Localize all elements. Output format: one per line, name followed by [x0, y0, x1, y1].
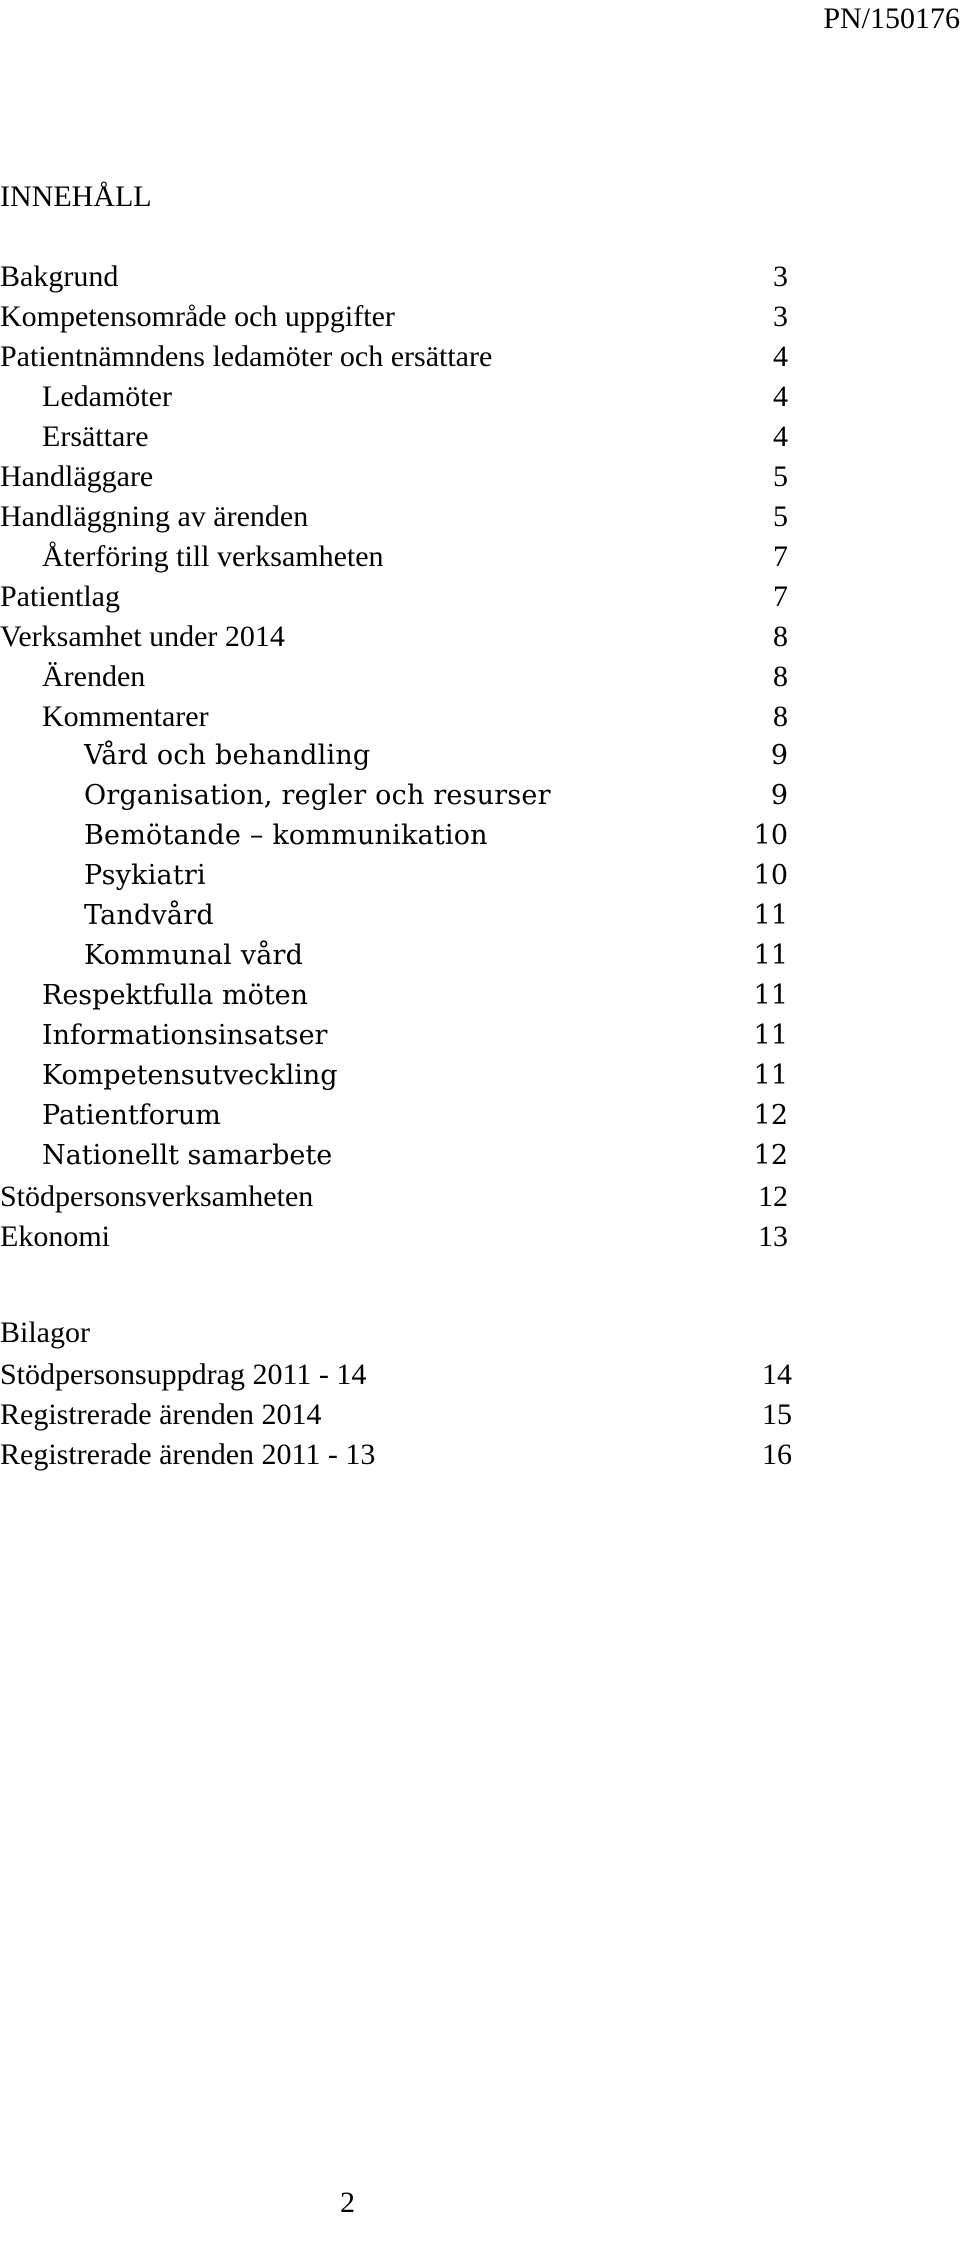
toc-entry [0, 1222, 800, 1262]
appendix-entry [0, 1440, 800, 1480]
toc-entry [0, 462, 800, 502]
toc-entry-label: Bemötande – kommunikation [84, 820, 488, 851]
appendix-entry-label: Registrerade ärenden 2011 - 13 [0, 1438, 376, 1471]
toc-entry-label: Återföring till verksamheten [42, 540, 384, 573]
page-number: 2 [340, 2186, 355, 2219]
toc-entry-page: 10 [753, 860, 788, 891]
toc-entry [0, 262, 800, 302]
appendix-entry-label: Stödpersonsuppdrag 2011 - 14 [0, 1358, 367, 1391]
toc-entry [0, 862, 800, 902]
toc-entry-page: 3 [773, 260, 788, 293]
toc-entry-page: 11 [753, 980, 788, 1011]
appendix-entry [0, 1400, 800, 1440]
toc-entry-label: Kommentarer [42, 700, 209, 733]
toc-list [0, 262, 800, 1262]
toc-entry-page: 12 [758, 1180, 788, 1213]
appendix-entry-page: 16 [762, 1438, 792, 1471]
toc-entry-page: 4 [773, 420, 788, 453]
toc-entry-page: 10 [753, 820, 788, 851]
toc-entry [0, 1022, 800, 1062]
toc-entry [0, 942, 800, 982]
toc-entry-page: 8 [773, 700, 788, 733]
toc-entry-page: 7 [773, 580, 788, 613]
toc-entry-page: 11 [753, 1020, 788, 1051]
toc-entry [0, 342, 800, 382]
toc-entry-label: Informationsinsatser [42, 1020, 328, 1051]
toc-entry [0, 902, 800, 942]
toc-entry-page: 8 [773, 620, 788, 653]
toc-entry-label: Ersättare [42, 420, 149, 453]
toc-entry-page: 4 [773, 380, 788, 413]
toc-entry-page: 11 [753, 940, 788, 971]
toc-entry [0, 1182, 800, 1222]
toc-entry [0, 502, 800, 542]
toc-entry [0, 822, 800, 862]
toc-entry-label: Patientforum [42, 1100, 221, 1131]
appendix-entry-page: 14 [762, 1358, 792, 1391]
toc-entry-label: Kompetensområde och uppgifter [0, 300, 395, 333]
toc-entry [0, 1142, 800, 1182]
toc-entry [0, 1062, 800, 1102]
appendix-entry [0, 1360, 800, 1400]
document-id: PN/150176 [823, 2, 960, 35]
toc-entry-page: 8 [773, 660, 788, 693]
toc-entry-label: Respektfulla möten [42, 980, 309, 1011]
toc-entry-label: Kommunal vård [84, 940, 304, 971]
toc-entry [0, 582, 800, 622]
toc-entry-page: 5 [773, 500, 788, 533]
toc-entry-page: 11 [753, 1060, 788, 1091]
toc-entry-page: 12 [753, 1140, 788, 1171]
toc-entry-label: Nationellt samarbete [42, 1140, 333, 1171]
toc-entry-page: 3 [773, 300, 788, 333]
toc-entry-label: Handläggning av ärenden [0, 500, 309, 533]
toc-entry [0, 302, 800, 342]
toc-entry [0, 702, 800, 742]
appendix-heading: Bilagor [0, 1316, 90, 1349]
toc-entry-label: Bakgrund [0, 260, 119, 293]
toc-entry-page: 5 [773, 460, 788, 493]
toc-entry-label: Ekonomi [0, 1220, 110, 1253]
toc-entry-label: Patientlag [0, 580, 120, 613]
toc-entry [0, 542, 800, 582]
toc-entry-page: 11 [753, 900, 788, 931]
toc-entry-page: 9 [770, 740, 788, 771]
toc-entry-label: Kompetensutveckling [42, 1060, 338, 1091]
toc-entry-page: 7 [773, 540, 788, 573]
toc-entry-label: Patientnämndens ledamöter och ersättare [0, 340, 493, 373]
toc-heading: INNEHÅLL [0, 180, 152, 213]
toc-entry-label: Organisation, regler och resurser [84, 780, 551, 811]
toc-entry-page: 9 [770, 780, 788, 811]
toc-entry [0, 782, 800, 822]
appendix-list [0, 1360, 800, 1480]
toc-entry-label: Stödpersonsverksamheten [0, 1180, 314, 1213]
toc-entry-label: Verksamhet under 2014 [0, 620, 285, 653]
toc-entry [0, 422, 800, 462]
toc-entry-label: Tandvård [84, 900, 214, 931]
toc-entry-page: 13 [758, 1220, 788, 1253]
toc-entry [0, 622, 800, 662]
toc-entry [0, 982, 800, 1022]
toc-entry-label: Ledamöter [42, 380, 172, 413]
toc-entry-page: 12 [753, 1100, 788, 1131]
toc-entry-label: Handläggare [0, 460, 154, 493]
toc-entry [0, 662, 800, 702]
toc-entry-page: 4 [773, 340, 788, 373]
toc-entry [0, 742, 800, 782]
toc-entry-label: Vård och behandling [84, 740, 371, 771]
appendix-entry-page: 15 [762, 1398, 792, 1431]
toc-entry-label: Ärenden [42, 660, 146, 693]
toc-entry [0, 1102, 800, 1142]
toc-entry-label: Psykiatri [84, 860, 206, 891]
toc-entry [0, 382, 800, 422]
appendix-entry-label: Registrerade ärenden 2014 [0, 1398, 322, 1431]
